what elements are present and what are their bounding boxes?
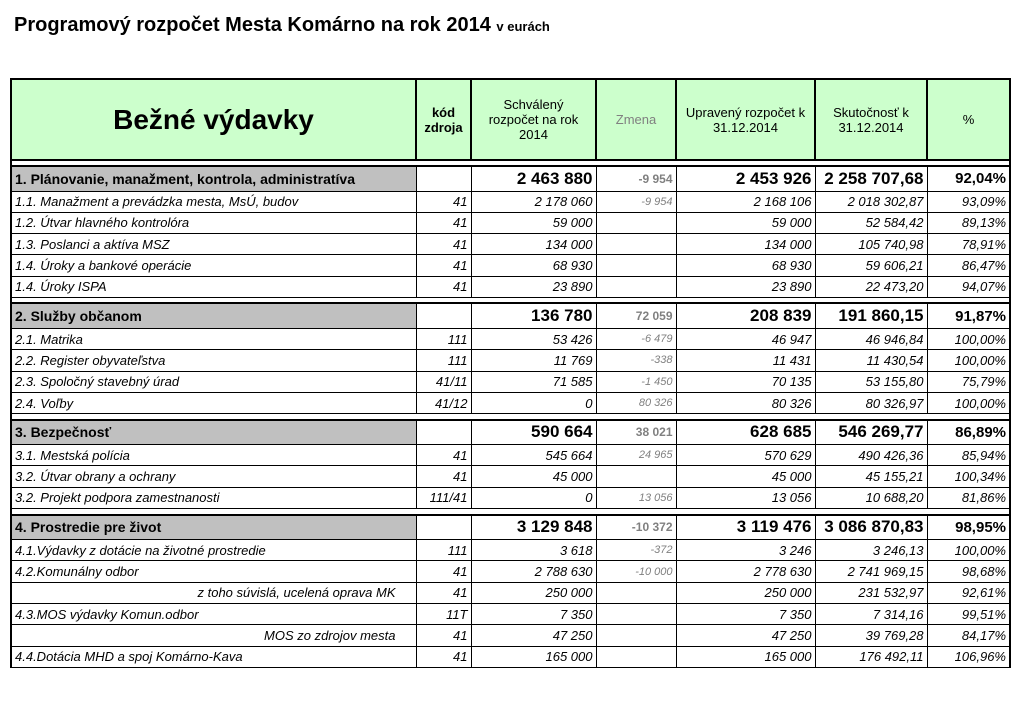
cell-zmena	[596, 646, 676, 667]
cell-upraveny: 3 119 476	[676, 515, 815, 540]
cell-pct: 93,09%	[927, 191, 1010, 212]
cell-name: 1.1. Manažment a prevádzka mesta, MsÚ, budov	[11, 191, 416, 212]
cell-upraveny: 11 431	[676, 350, 815, 371]
header-kod: kód zdroja	[416, 79, 471, 160]
cell-schvaleny: 53 426	[471, 328, 596, 349]
cell-pct: 94,07%	[927, 276, 1010, 297]
table-row	[11, 371, 1010, 392]
cell-schvaleny: 165 000	[471, 646, 596, 667]
cell-zmena: -372	[596, 540, 676, 561]
cell-name: 3.2. Útvar obrany a ochrany	[11, 466, 416, 487]
cell-pct: 85,94%	[927, 445, 1010, 466]
cell-upraveny: 23 890	[676, 276, 815, 297]
cell-pct: 98,95%	[927, 515, 1010, 540]
cell-skutocnost: 59 606,21	[815, 255, 927, 276]
header-upraveny: Upravený rozpočet k 31.12.2014	[676, 79, 815, 160]
cell-schvaleny: 7 350	[471, 603, 596, 624]
cell-kod	[416, 420, 471, 445]
cell-name: 3.2. Projekt podpora zamestnanosti	[11, 487, 416, 508]
cell-upraveny: 3 246	[676, 540, 815, 561]
cell-upraveny: 628 685	[676, 420, 815, 445]
cell-upraveny: 208 839	[676, 303, 815, 328]
budget-table	[10, 78, 1011, 668]
cell-kod: 111	[416, 328, 471, 349]
section-row	[11, 166, 1010, 191]
cell-name: 4.1.Výdavky z dotácie na životné prostredie	[11, 540, 416, 561]
cell-name: 4.2.Komunálny odbor	[11, 561, 416, 582]
cell-skutocnost: 80 326,97	[815, 392, 927, 413]
table-row	[11, 646, 1010, 667]
table-row	[11, 625, 1010, 646]
cell-kod: 111	[416, 540, 471, 561]
cell-skutocnost: 53 155,80	[815, 371, 927, 392]
cell-name: z toho súvislá, ucelená oprava MK	[11, 582, 416, 603]
cell-skutocnost: 490 426,36	[815, 445, 927, 466]
cell-kod	[416, 166, 471, 191]
cell-kod: 41	[416, 255, 471, 276]
cell-name: MOS zo zdrojov mesta	[11, 625, 416, 646]
cell-upraveny: 47 250	[676, 625, 815, 646]
table-row	[11, 561, 1010, 582]
cell-zmena	[596, 582, 676, 603]
cell-pct: 100,00%	[927, 350, 1010, 371]
header-main: Bežné výdavky	[11, 79, 416, 160]
cell-name: 1. Plánovanie, manažment, kontrola, administratíva	[11, 166, 416, 191]
cell-schvaleny: 59 000	[471, 212, 596, 233]
table-row	[11, 392, 1010, 413]
cell-schvaleny: 0	[471, 487, 596, 508]
cell-name: 3.1. Mestská polícia	[11, 445, 416, 466]
cell-zmena	[596, 466, 676, 487]
table-row	[11, 445, 1010, 466]
cell-pct: 100,00%	[927, 328, 1010, 349]
cell-upraveny: 80 326	[676, 392, 815, 413]
cell-pct: 91,87%	[927, 303, 1010, 328]
cell-kod: 41	[416, 276, 471, 297]
cell-skutocnost: 105 740,98	[815, 234, 927, 255]
cell-kod: 11T	[416, 603, 471, 624]
cell-schvaleny: 23 890	[471, 276, 596, 297]
title-text: Programový rozpočet Mesta Komárno na rok 2014	[14, 14, 491, 36]
cell-kod	[416, 303, 471, 328]
cell-name: 4.3.MOS výdavky Komun.odbor	[11, 603, 416, 624]
cell-zmena	[596, 276, 676, 297]
cell-upraveny: 250 000	[676, 582, 815, 603]
cell-pct: 86,89%	[927, 420, 1010, 445]
cell-zmena	[596, 255, 676, 276]
cell-name: 2.2. Register obyvateľstva	[11, 350, 416, 371]
cell-pct: 100,34%	[927, 466, 1010, 487]
table-body	[11, 160, 1010, 667]
table-row	[11, 582, 1010, 603]
table-row	[11, 255, 1010, 276]
cell-upraveny: 68 930	[676, 255, 815, 276]
cell-upraveny: 2 453 926	[676, 166, 815, 191]
cell-upraveny: 2 168 106	[676, 191, 815, 212]
cell-skutocnost: 45 155,21	[815, 466, 927, 487]
table-row	[11, 487, 1010, 508]
section-row	[11, 515, 1010, 540]
cell-name: 4.4.Dotácia MHD a spoj Komárno-Kava	[11, 646, 416, 667]
cell-name: 1.4. Úroky ISPA	[11, 276, 416, 297]
cell-skutocnost: 3 246,13	[815, 540, 927, 561]
section-row	[11, 303, 1010, 328]
table-row	[11, 212, 1010, 233]
cell-kod: 41	[416, 191, 471, 212]
cell-pct: 99,51%	[927, 603, 1010, 624]
cell-schvaleny: 71 585	[471, 371, 596, 392]
cell-pct: 92,04%	[927, 166, 1010, 191]
cell-zmena: 72 059	[596, 303, 676, 328]
cell-skutocnost: 546 269,77	[815, 420, 927, 445]
cell-zmena	[596, 212, 676, 233]
cell-schvaleny: 11 769	[471, 350, 596, 371]
cell-skutocnost: 39 769,28	[815, 625, 927, 646]
cell-name: 3. Bezpečnosť	[11, 420, 416, 445]
cell-schvaleny: 250 000	[471, 582, 596, 603]
cell-kod: 111	[416, 350, 471, 371]
cell-kod: 41/12	[416, 392, 471, 413]
cell-skutocnost: 10 688,20	[815, 487, 927, 508]
cell-pct: 98,68%	[927, 561, 1010, 582]
cell-name: 2.4. Voľby	[11, 392, 416, 413]
cell-pct: 86,47%	[927, 255, 1010, 276]
table-row	[11, 466, 1010, 487]
cell-schvaleny: 0	[471, 392, 596, 413]
cell-zmena: 38 021	[596, 420, 676, 445]
cell-skutocnost: 2 741 969,15	[815, 561, 927, 582]
cell-skutocnost: 22 473,20	[815, 276, 927, 297]
cell-skutocnost: 7 314,16	[815, 603, 927, 624]
cell-zmena	[596, 234, 676, 255]
cell-upraveny: 165 000	[676, 646, 815, 667]
section-row	[11, 420, 1010, 445]
header-row	[11, 79, 1010, 160]
cell-schvaleny: 2 178 060	[471, 191, 596, 212]
cell-name: 2. Služby občanom	[11, 303, 416, 328]
cell-kod: 41	[416, 445, 471, 466]
cell-schvaleny: 2 788 630	[471, 561, 596, 582]
cell-zmena: -6 479	[596, 328, 676, 349]
cell-pct: 89,13%	[927, 212, 1010, 233]
cell-zmena: 80 326	[596, 392, 676, 413]
cell-name: 1.2. Útvar hlavného kontrolóra	[11, 212, 416, 233]
table-row	[11, 191, 1010, 212]
cell-kod: 111/41	[416, 487, 471, 508]
table-row	[11, 328, 1010, 349]
cell-kod: 41	[416, 466, 471, 487]
cell-name: 4. Prostredie pre život	[11, 515, 416, 540]
cell-pct: 100,00%	[927, 540, 1010, 561]
cell-kod: 41	[416, 646, 471, 667]
cell-skutocnost: 191 860,15	[815, 303, 927, 328]
table-row	[11, 540, 1010, 561]
cell-schvaleny: 45 000	[471, 466, 596, 487]
cell-kod: 41	[416, 582, 471, 603]
cell-pct: 92,61%	[927, 582, 1010, 603]
cell-zmena: -9 954	[596, 191, 676, 212]
cell-schvaleny: 590 664	[471, 420, 596, 445]
cell-upraveny: 7 350	[676, 603, 815, 624]
cell-upraveny: 13 056	[676, 487, 815, 508]
cell-upraveny: 45 000	[676, 466, 815, 487]
cell-zmena: 13 056	[596, 487, 676, 508]
cell-kod: 41/11	[416, 371, 471, 392]
cell-zmena	[596, 603, 676, 624]
cell-schvaleny: 134 000	[471, 234, 596, 255]
cell-skutocnost: 2 018 302,87	[815, 191, 927, 212]
cell-skutocnost: 52 584,42	[815, 212, 927, 233]
page-title	[14, 14, 550, 37]
table-row	[11, 234, 1010, 255]
cell-pct: 81,86%	[927, 487, 1010, 508]
cell-zmena: -338	[596, 350, 676, 371]
cell-name: 1.3. Poslanci a aktíva MSZ	[11, 234, 416, 255]
cell-upraveny: 46 947	[676, 328, 815, 349]
cell-pct: 78,91%	[927, 234, 1010, 255]
cell-upraveny: 134 000	[676, 234, 815, 255]
table-row	[11, 350, 1010, 371]
cell-schvaleny: 3 129 848	[471, 515, 596, 540]
cell-skutocnost: 46 946,84	[815, 328, 927, 349]
cell-zmena: -10 000	[596, 561, 676, 582]
cell-pct: 84,17%	[927, 625, 1010, 646]
cell-upraveny: 2 778 630	[676, 561, 815, 582]
cell-name: 2.1. Matrika	[11, 328, 416, 349]
cell-skutocnost: 176 492,11	[815, 646, 927, 667]
cell-schvaleny: 47 250	[471, 625, 596, 646]
cell-skutocnost: 231 532,97	[815, 582, 927, 603]
cell-schvaleny: 136 780	[471, 303, 596, 328]
cell-schvaleny: 2 463 880	[471, 166, 596, 191]
cell-kod	[416, 515, 471, 540]
title-unit: v eurách	[496, 19, 550, 34]
cell-schvaleny: 3 618	[471, 540, 596, 561]
cell-zmena: -10 372	[596, 515, 676, 540]
cell-upraveny: 570 629	[676, 445, 815, 466]
header-skutocnost: Skutočnosť k 31.12.2014	[815, 79, 927, 160]
cell-upraveny: 59 000	[676, 212, 815, 233]
cell-name: 2.3. Spoločný stavebný úrad	[11, 371, 416, 392]
cell-kod: 41	[416, 561, 471, 582]
cell-skutocnost: 11 430,54	[815, 350, 927, 371]
cell-pct: 75,79%	[927, 371, 1010, 392]
cell-kod: 41	[416, 212, 471, 233]
cell-schvaleny: 545 664	[471, 445, 596, 466]
cell-zmena: -1 450	[596, 371, 676, 392]
cell-kod: 41	[416, 625, 471, 646]
cell-pct: 100,00%	[927, 392, 1010, 413]
cell-skutocnost: 2 258 707,68	[815, 166, 927, 191]
cell-kod: 41	[416, 234, 471, 255]
cell-skutocnost: 3 086 870,83	[815, 515, 927, 540]
header-schvaleny: Schválený rozpočet na rok 2014	[471, 79, 596, 160]
cell-zmena: -9 954	[596, 166, 676, 191]
table-row	[11, 603, 1010, 624]
cell-pct: 106,96%	[927, 646, 1010, 667]
cell-upraveny: 70 135	[676, 371, 815, 392]
cell-zmena: 24 965	[596, 445, 676, 466]
cell-schvaleny: 68 930	[471, 255, 596, 276]
header-pct: %	[927, 79, 1010, 160]
cell-zmena	[596, 625, 676, 646]
cell-name: 1.4. Úroky a bankové operácie	[11, 255, 416, 276]
header-zmena: Zmena	[596, 79, 676, 160]
table-row	[11, 276, 1010, 297]
